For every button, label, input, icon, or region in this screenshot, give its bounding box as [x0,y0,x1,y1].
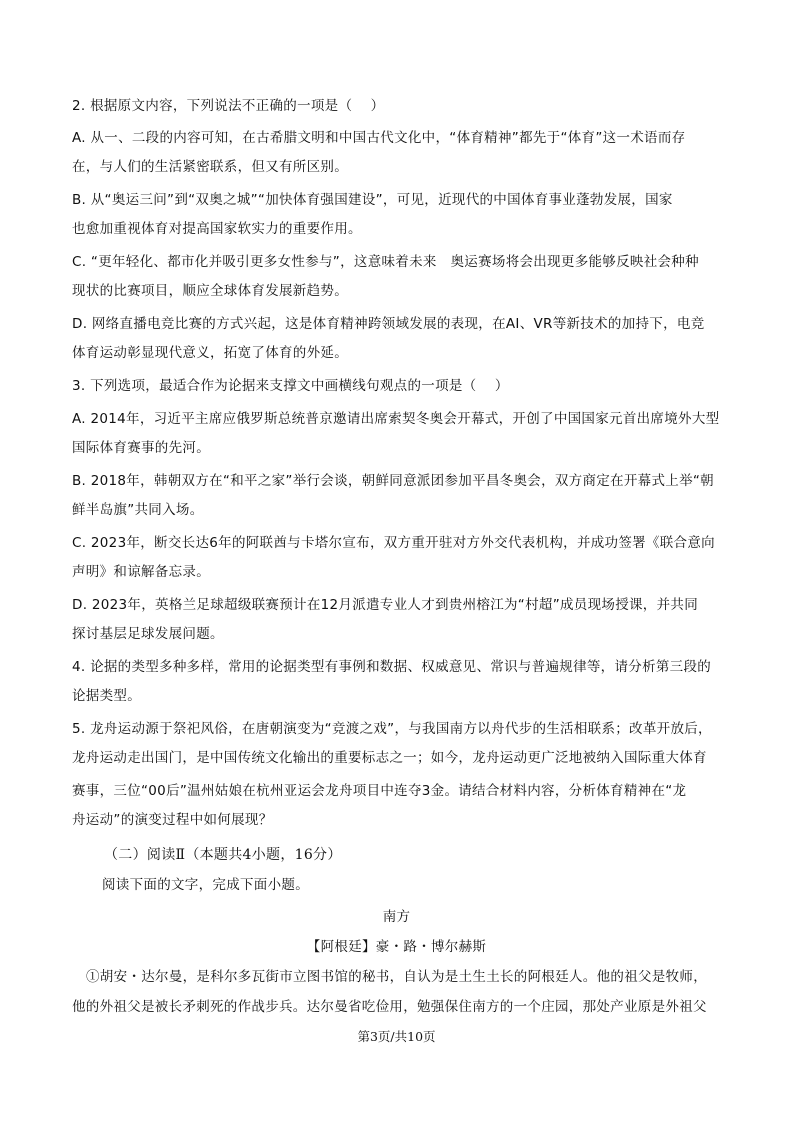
article-paragraph1-line2: 他的外祖父是被长矛刺死的作战步兵。达尔曼省吃俭用，勉强保住南方的一个庄园，那处产业原是外祖父 [72,999,707,1015]
article-author: 【阿根廷】豪・路・博尔赫斯 [306,939,487,955]
q5-line3: 赛事，三位“00后”温州姑娘在杭州亚运会龙舟项目中连夺3金。请结合材料内容，分析体育精神在“龙 [72,783,687,799]
q2-option-a-line1: A. 从一、二段的内容可知，在古希腊文明和中国古代文化中，“体育精神”都先于“体育”这一术语而存 [72,130,686,146]
q3-stem: 3. 下列选项，最适合作为论据来支撑文中画横线句观点的一项是（ ） [72,378,509,394]
q4-line2: 论据类型。 [72,688,141,704]
q4-line1: 4. 论据的类型多种多样，常用的论据类型有事例和数据、权威意见、常识与普遍规律等，请分析第三段的 [72,659,712,675]
q2-option-a-line2: 在，与人们的生活紧密联系，但又有所区别。 [72,159,348,175]
section-instruction: 阅读下面的文字，完成下面小题。 [102,877,309,893]
q3-option-c-line2: 声明》和谅解备忘录。 [72,564,210,580]
page-footer: 第3页/共10页 [357,1029,436,1044]
q3-option-a-line2: 国际体育赛事的先河。 [72,440,210,456]
q3-option-c-line1: C. 2023年，断交长达6年的阿联酋与卡塔尔宣布，双方重开驻对方外交代表机构，并成功签署《联合意向 [72,535,715,551]
q5-line2: 龙舟运动走出国门，是中国传统文化输出的重要标志之一；如今，龙舟运动更广泛地被纳入国际重大体育 [72,750,707,766]
q2-option-d-line2: 体育运动彰显现代意义，拓宽了体育的外延。 [72,345,348,361]
q5-line1: 5. 龙舟运动源于祭祀风俗，在唐朝演变为“竞渡之戏”，与我国南方以舟代步的生活相联系；改革开放后， [72,721,712,737]
q2-option-c-line2: 现状的比赛项目，顺应全球体育发展新趋势。 [72,283,348,299]
article-title: 南方 [382,909,411,925]
q3-option-a-line1: A. 2014年，习近平主席应俄罗斯总统普京邀请出席索契冬奥会开幕式，开创了中国国家元首出席境外大型 [72,411,720,427]
q5-line4: 舟运动”的演变过程中如何展现？ [72,812,273,828]
article-paragraph1-line1: ①胡安・达尔曼，是科尔多瓦街市立图书馆的秘书，自认为是土生土长的阿根廷人。他的祖父是牧师， [86,969,707,985]
q2-option-d-line1: D. 网络直播电竞比赛的方式兴起，这是体育精神跨领域发展的表现，在AI、VR等新技术的加持下，电竞 [72,316,705,332]
q3-option-d-line2: 探讨基层足球发展问题。 [72,626,224,642]
q2-option-b-line2: 也愈加重视体育对提高国家软实力的重要作用。 [72,221,362,237]
q2-option-b-line1: B. 从“奥运三问”到“双奥之城”“加快体育强国建设”，可见，近现代的中国体育事业蓬勃发展，国家 [72,192,673,208]
q2-option-c-line1: C. “更年轻化、都市化并吸引更多女性参与”，这意味着未来 奥运赛场将会出现更多能够反映社会种种 [72,254,699,270]
q2-stem: 2. 根据原文内容，下列说法不正确的一项是（ ） [72,98,385,114]
section-heading: （二）阅读Ⅱ（本题共4小题，16分） [104,847,342,863]
q3-option-b-line2: 鲜半岛旗”共同入场。 [72,502,204,518]
q3-option-d-line1: D. 2023年，英格兰足球超级联赛预计在12月派遣专业人才到贵州榕江为“村超”成员现场授课，并共同 [72,597,698,613]
q3-option-b-line1: B. 2018年，韩朝双方在“和平之家”举行会谈，朝鲜同意派团参加平昌冬奥会，双方商定在开幕式上举“朝 [72,473,714,489]
